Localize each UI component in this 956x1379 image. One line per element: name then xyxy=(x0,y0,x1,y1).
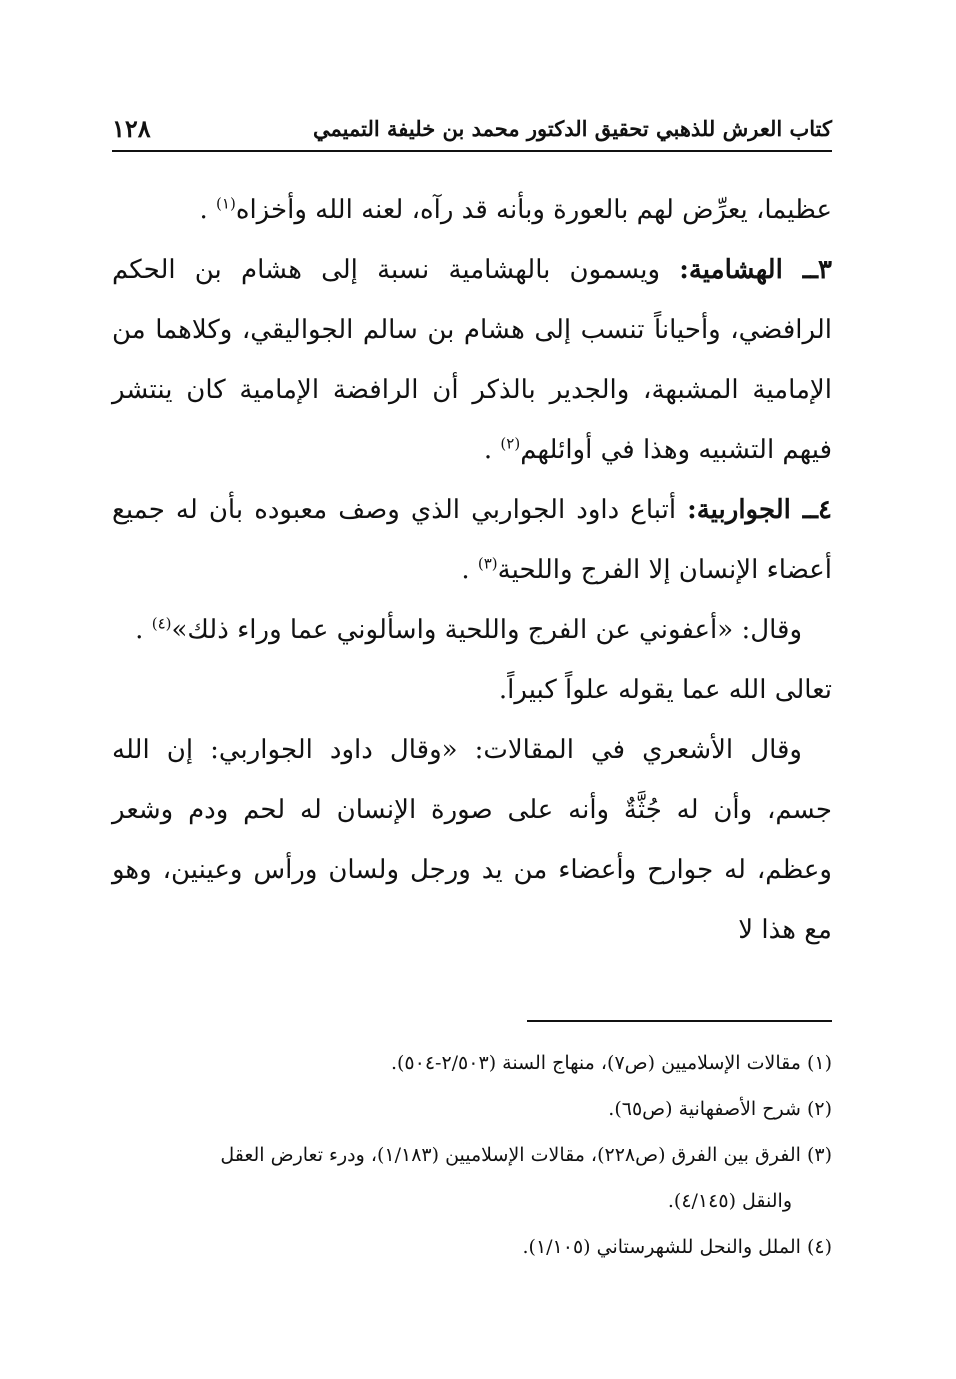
footnotes xyxy=(112,1040,832,1270)
paragraph-ashari: وقال الأشعري في المقالات: «وقال داود الجواربي: إن الله جسم، وأن له جُثَّةٌ وأنه على صورة الإنسان له لحم ودم وشعر وعظم، له جوارح وأعضاء من يد ورجل ولسان ورأس وعينين، وهو مع هذا لا xyxy=(112,735,832,945)
main-text xyxy=(112,180,832,960)
footnote-2: (٢) شرح الأصفهانية (ص٦٥). xyxy=(608,1098,832,1120)
paragraph-jawaribiya-text: أتباع داود الجواربي الذي وصف معبوده بأن له جميع أعضاء الإنسان إلا الفرج واللحية xyxy=(112,495,832,585)
paragraph-exaltation: تعالى الله عما يقوله علواً كبيراً. xyxy=(498,675,832,705)
footnote-3-continuation: والنقل (٤/١٤٥). xyxy=(667,1190,792,1212)
footnote-ref-4: (٤) xyxy=(151,614,172,633)
footnote-1: (١) مقالات الإسلاميين (ص٧)، منهاج السنة (٢/٥٠٣-٥٠٤). xyxy=(390,1052,832,1074)
paragraph-1-end: . xyxy=(199,195,208,225)
header-rule xyxy=(112,150,832,152)
paragraph-jawaribiya xyxy=(112,480,832,600)
footnote-3-text: (٣) الفرق بين الفرق (ص٢٢٨)، مقالات الإسلاميين (١/١٨٣)، ودرء تعارض العقل xyxy=(220,1144,832,1166)
section-label-hishamiya: ٣ــ الهشامية: xyxy=(679,255,832,285)
running-header xyxy=(112,108,832,148)
paragraph-quote-text: وقال: «أعفوني عن الفرج واللحية واسألوني عما وراء ذلك» xyxy=(171,615,802,645)
paragraph-hishamiya-text: ويسمون بالهشامية نسبة إلى هشام بن الحكم الرافضي، وأحياناً تنسب إلى هشام بن سالم الجواليقي، وكلاهما من الإمامية المشبهة، والجدير بالذكر أن الرافضة الإمامية كان ينتشر فيهم التشبيه وهذا في أوائلهم xyxy=(112,255,832,465)
header-title: كتاب العرش للذهبي تحقيق الدكتور محمد بن خليفة التميمي xyxy=(313,115,832,141)
paragraph-1-text: عظيما، يعرِّض لهم بالعورة وبأنه قد رآه، لعنه الله وأخزاه xyxy=(235,195,832,225)
footnote-ref-1: (١) xyxy=(216,194,236,213)
paragraph-hishamiya-end: . xyxy=(483,435,493,465)
footnote-4: (٤) الملل والنحل للشهرستاني (١/١٠٥). xyxy=(522,1236,832,1258)
section-label-jawaribiya: ٤ــ الجواربية: xyxy=(687,495,832,525)
paragraph-jawaribiya-end: . xyxy=(461,555,470,585)
page-number: ١٢٨ xyxy=(112,113,151,143)
footnote-ref-3: (٣) xyxy=(477,554,498,573)
footnote-3 xyxy=(112,1132,832,1224)
footnote-ref-2: (٢) xyxy=(500,434,521,453)
paragraph-quote-end: . xyxy=(135,615,144,645)
paragraph-quote xyxy=(112,600,832,660)
paragraph-hishamiya xyxy=(112,240,832,480)
footnote-separator xyxy=(527,1020,832,1022)
paragraph-1 xyxy=(112,180,832,240)
